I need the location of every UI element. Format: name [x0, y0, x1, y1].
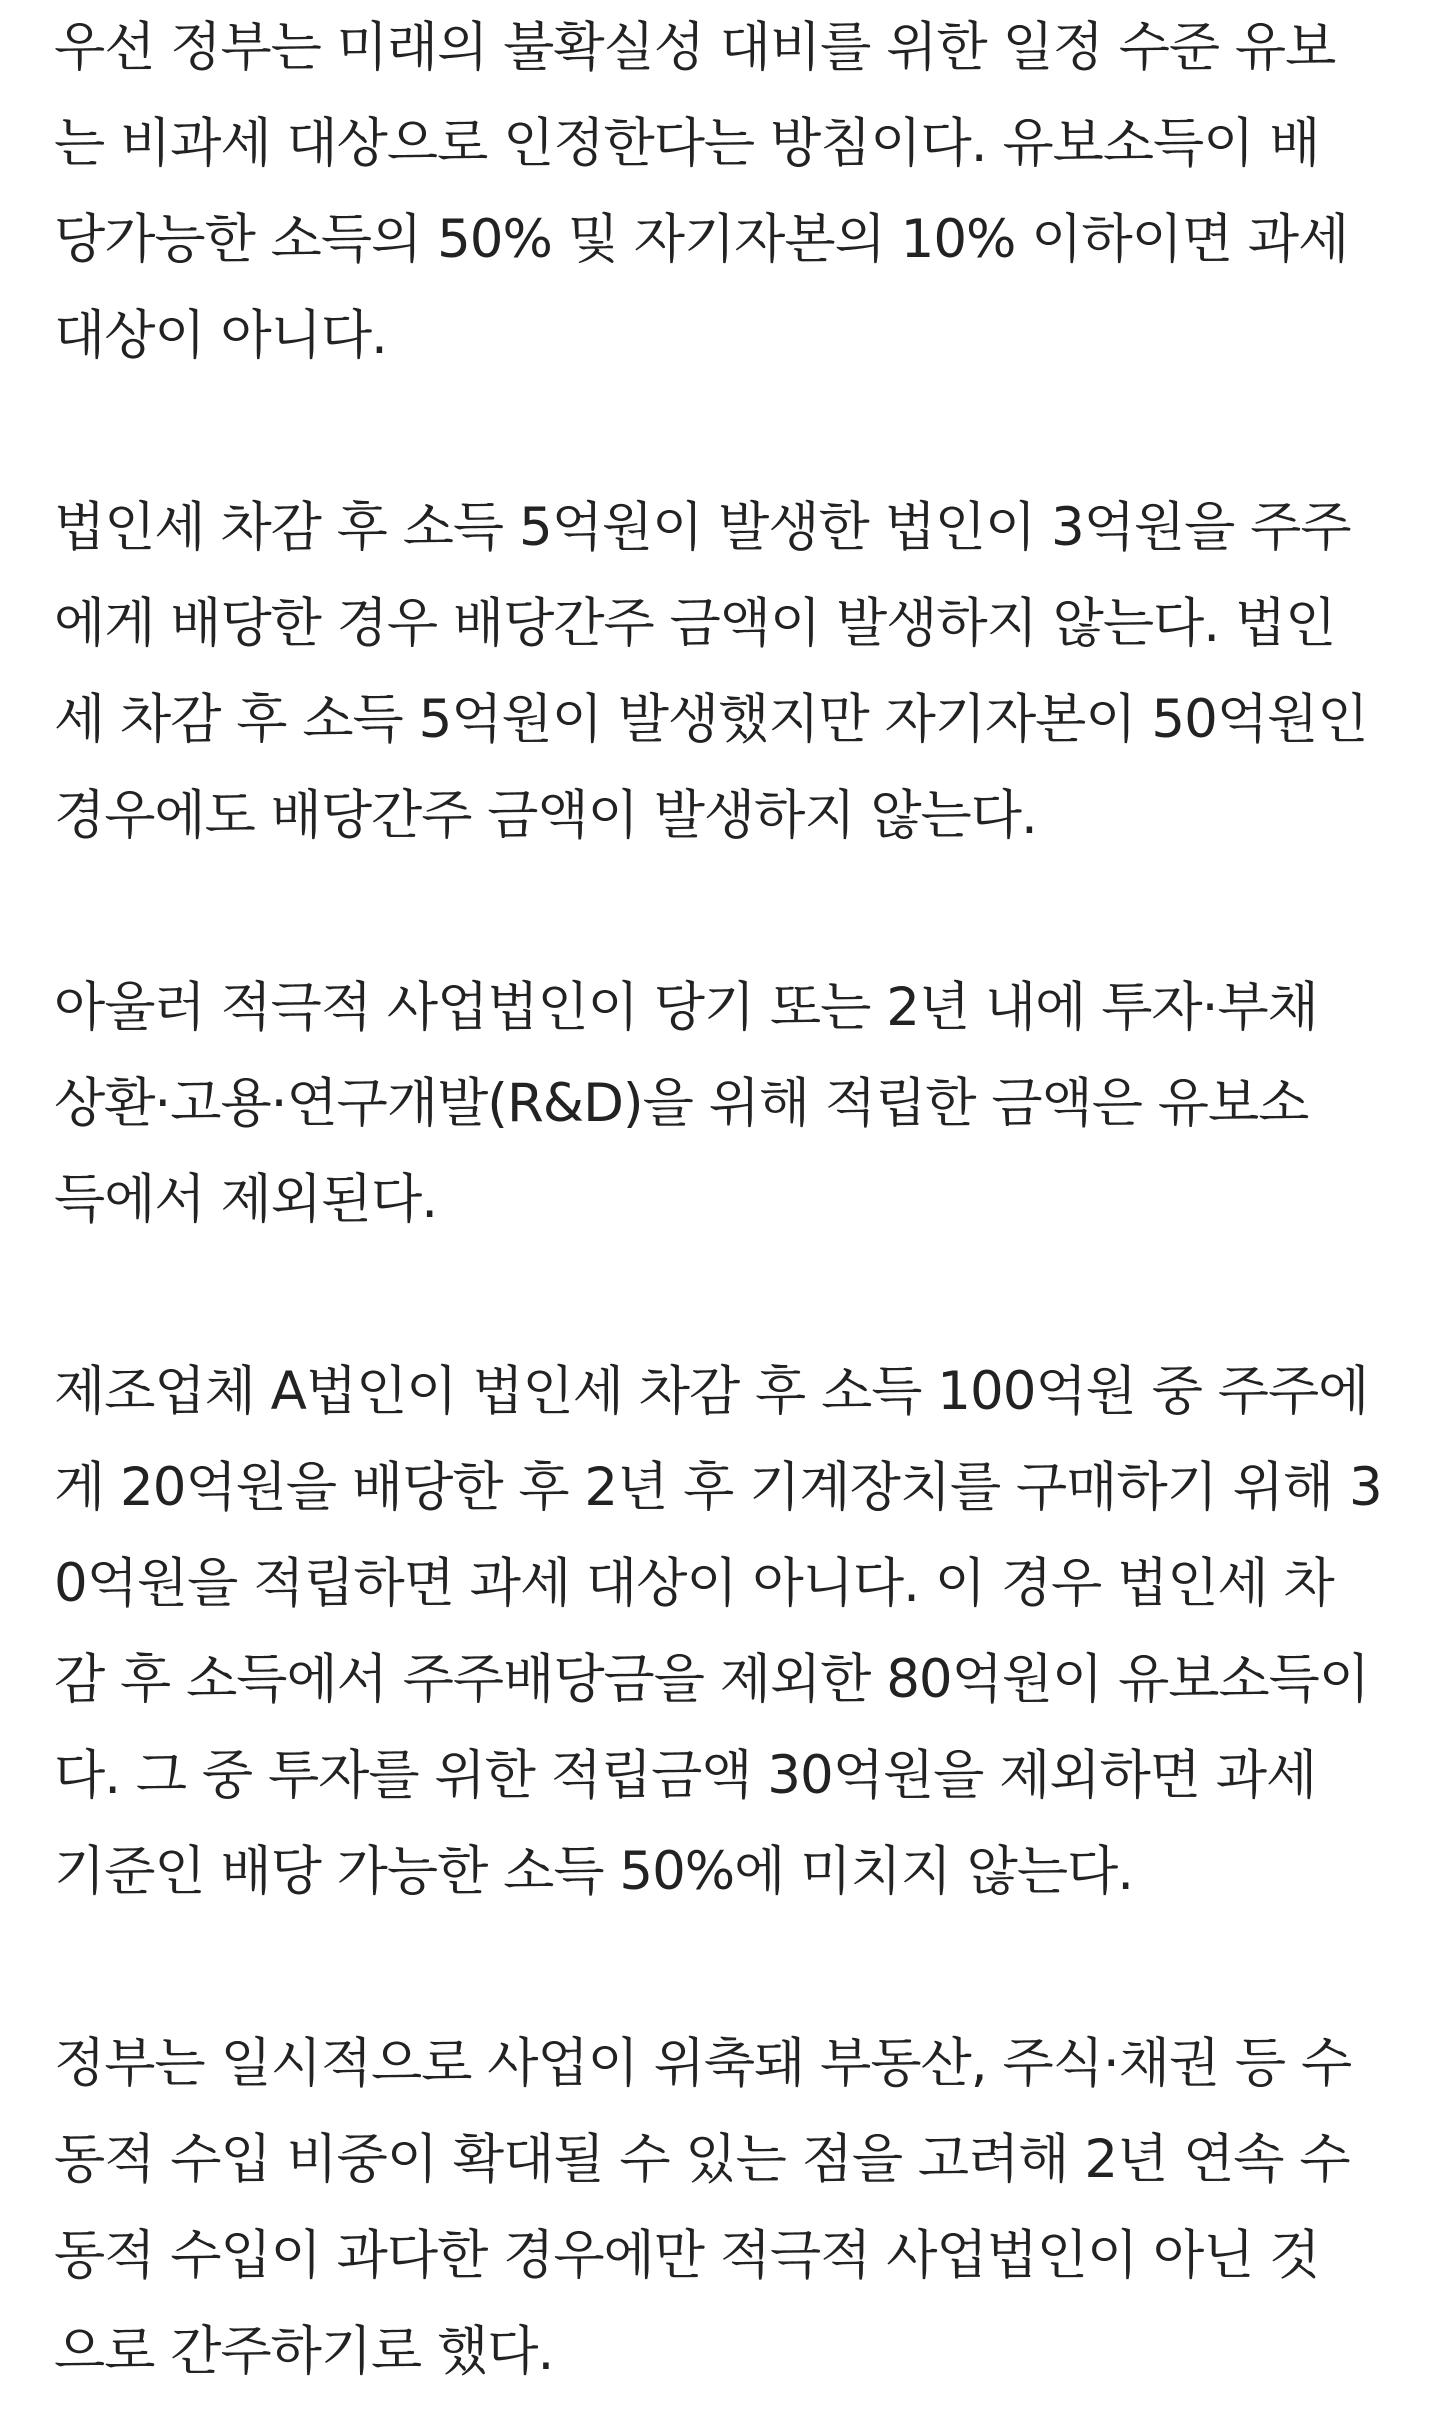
text-line: 세 차감 후 소득 5억원이 발생했지만 자기자본이 50억원인	[54, 689, 1368, 750]
text-line: 동적 수입이 과다한 경우에만 적극적 사업법인이 아닌 것	[54, 2225, 1320, 2286]
text-line: 득에서 제외된다.	[54, 1169, 438, 1230]
text-line: 아울러 적극적 사업법인이 당기 또는 2년 내에 투자·부채	[54, 977, 1318, 1038]
text-line: 동적 수입 비중이 확대될 수 있는 점을 고려해 2년 연속 수	[54, 2129, 1350, 2190]
text-line: 기준인 배당 가능한 소득 50%에 미치지 않는다.	[54, 1841, 1134, 1902]
text-line: 상환·고용·연구개발(R&D)을 위해 적립한 금액은 유보소	[54, 1073, 1309, 1134]
text-line: 우선 정부는 미래의 불확실성 대비를 위한 일정 수준 유보	[54, 17, 1336, 78]
text-line: 0억원을 적립하면 과세 대상이 아니다. 이 경우 법인세 차	[54, 1553, 1334, 1614]
text-line: 제조업체 A법인이 법인세 차감 후 소득 100억원 중 주주에	[54, 1361, 1369, 1422]
text-line: 법인세 차감 후 소득 5억원이 발생한 법인이 3억원을 주주	[54, 497, 1351, 558]
paragraph-5	[54, 2016, 1394, 2400]
paragraph-2	[54, 480, 1394, 864]
article-body	[54, 0, 1394, 2400]
text-line: 는 비과세 대상으로 인정한다는 방침이다. 유보소득이 배	[54, 113, 1320, 174]
text-line: 정부는 일시적으로 사업이 위축돼 부동산, 주식·채권 등 수	[54, 2033, 1352, 2094]
text-line: 에게 배당한 경우 배당간주 금액이 발생하지 않는다. 법인	[54, 593, 1336, 654]
text-line: 게 20억원을 배당한 후 2년 후 기계장치를 구매하기 위해 3	[54, 1457, 1382, 1518]
text-line: 당가능한 소득의 50% 및 자기자본의 10% 이하이면 과세	[54, 209, 1349, 270]
text-line: 감 후 소득에서 주주배당금을 제외한 80억원이 유보소득이	[54, 1649, 1370, 1710]
text-line: 다. 그 중 투자를 위한 적립금액 30억원을 제외하면 과세	[54, 1745, 1317, 1806]
paragraph-3	[54, 960, 1394, 1248]
paragraph-4	[54, 1344, 1394, 1920]
text-line: 대상이 아니다.	[54, 305, 387, 366]
text-line: 경우에도 배당간주 금액이 발생하지 않는다.	[54, 785, 1037, 846]
text-line: 으로 간주하기로 했다.	[54, 2321, 554, 2382]
paragraph-1	[54, 0, 1394, 384]
